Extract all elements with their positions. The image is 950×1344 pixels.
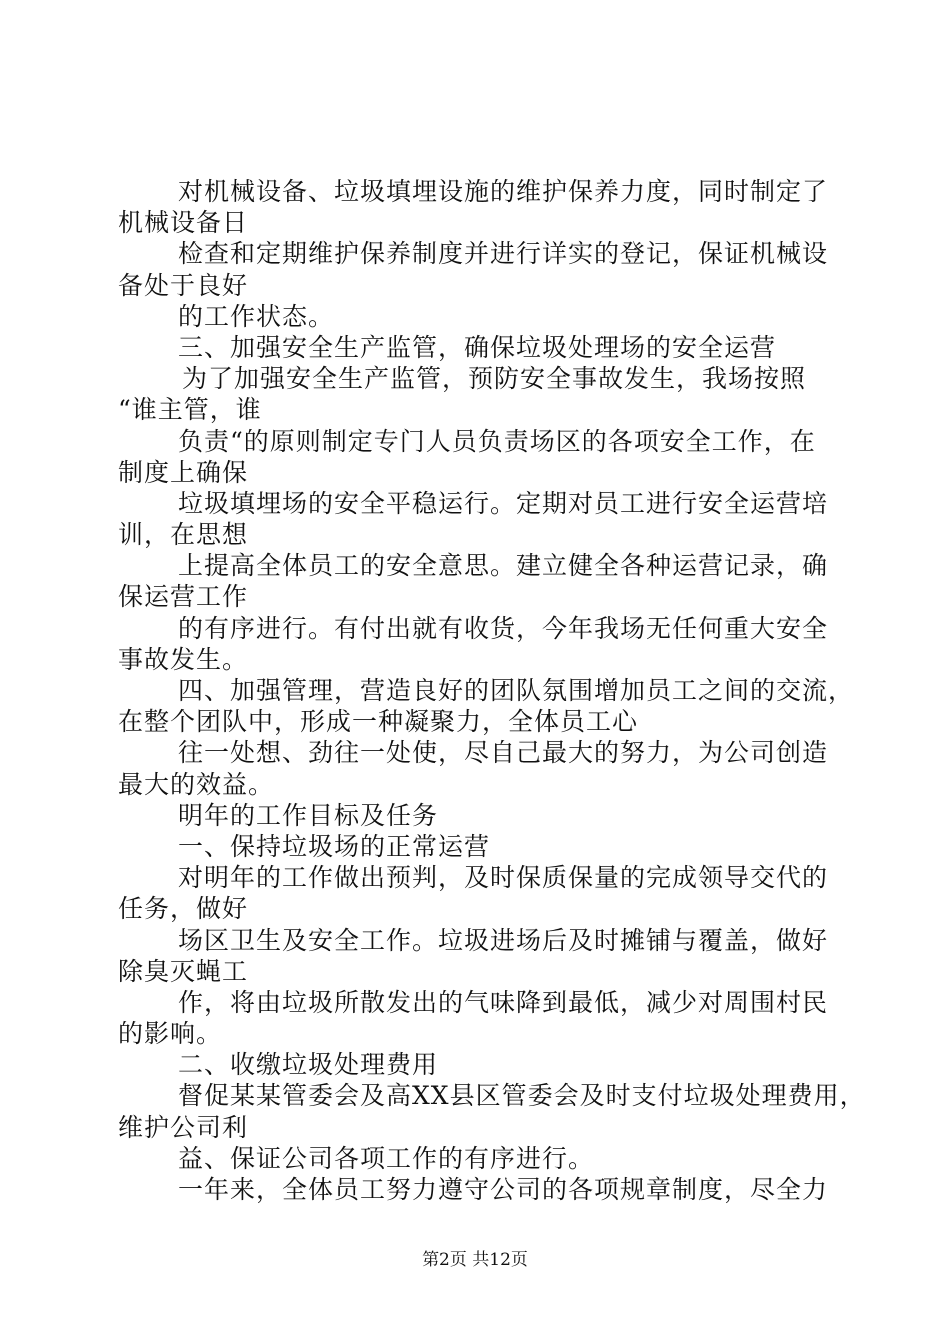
text-line: 督促某某管委会及高XX县区管委会及时支付垃圾处理费用， <box>178 1081 866 1111</box>
text-line: 往一处想、劲往一处使，尽自己最大的努力，为公司创造 <box>178 738 829 768</box>
section-heading: 明年的工作目标及任务 <box>178 800 439 830</box>
section-heading: 三、加强安全生产监管，确保垃圾处理场的安全运营 <box>178 332 777 362</box>
text-line: 一年来，全体员工努力遵守公司的各项规章制度，尽全力 <box>178 1175 829 1204</box>
text-line: 对机械设备、垃圾填埋设施的维护保养力度，同时制定了 <box>178 177 829 206</box>
section-heading: 二、收缴垃圾处理费用 <box>178 1050 439 1080</box>
text-line: 的有序进行。有付出就有收货，今年我场无任何重大安全 <box>178 613 829 643</box>
text-line: 检查和定期维护保养制度并进行详实的登记，保证机械设 <box>178 239 829 269</box>
section-heading: 一、保持垃圾场的正常运营 <box>178 831 491 861</box>
text-line: 作，将由垃圾所散发出的气味降到最低，减少对周围村民 <box>178 987 829 1017</box>
text-line: 对明年的工作做出预判，及时保质保量的完成领导交代的 <box>178 863 829 893</box>
text-line: 为了加强安全生产监管，预防安全事故发生，我场按照 <box>182 364 807 394</box>
text-line: 益、保证公司各项工作的有序进行。 <box>178 1143 595 1173</box>
text-line: 机械设备日 <box>118 208 249 238</box>
text-line: “谁主管，谁 <box>118 395 262 425</box>
text-line: 除臭灭蝇工 <box>118 956 249 986</box>
document-body <box>118 176 866 1205</box>
text-line: 的影响。 <box>118 1019 223 1049</box>
page-number-footer: 第2页 共12页 <box>422 1250 528 1270</box>
text-line: 备处于良好 <box>118 270 249 300</box>
text-line: 在整个团队中，形成一种凝聚力，全体员工心 <box>118 707 639 737</box>
text-line: 保运营工作 <box>118 582 249 612</box>
section-heading: 四、加强管理，营造良好的团队氛围增加员工之间的交流， <box>178 676 855 705</box>
text-line: 场区卫生及安全工作。垃圾进场后及时摊铺与覆盖，做好 <box>178 925 829 955</box>
text-line: 的工作状态。 <box>178 301 335 331</box>
text-line: 任务，做好 <box>118 894 249 924</box>
text-line: 负责“的原则制定专门人员负责场区的各项安全工作，在 <box>178 426 816 456</box>
text-line: 训，在思想 <box>118 520 249 550</box>
text-line: 制度上确保 <box>118 457 249 487</box>
text-line: 上提高全体员工的安全意思。建立健全各种运营记录，确 <box>178 551 829 581</box>
text-line: 最大的效益。 <box>118 769 275 799</box>
text-line: 维护公司利 <box>118 1112 249 1142</box>
text-line: 事故发生。 <box>118 644 249 674</box>
text-line: 垃圾填埋场的安全平稳运行。定期对员工进行安全运营培 <box>178 488 829 518</box>
